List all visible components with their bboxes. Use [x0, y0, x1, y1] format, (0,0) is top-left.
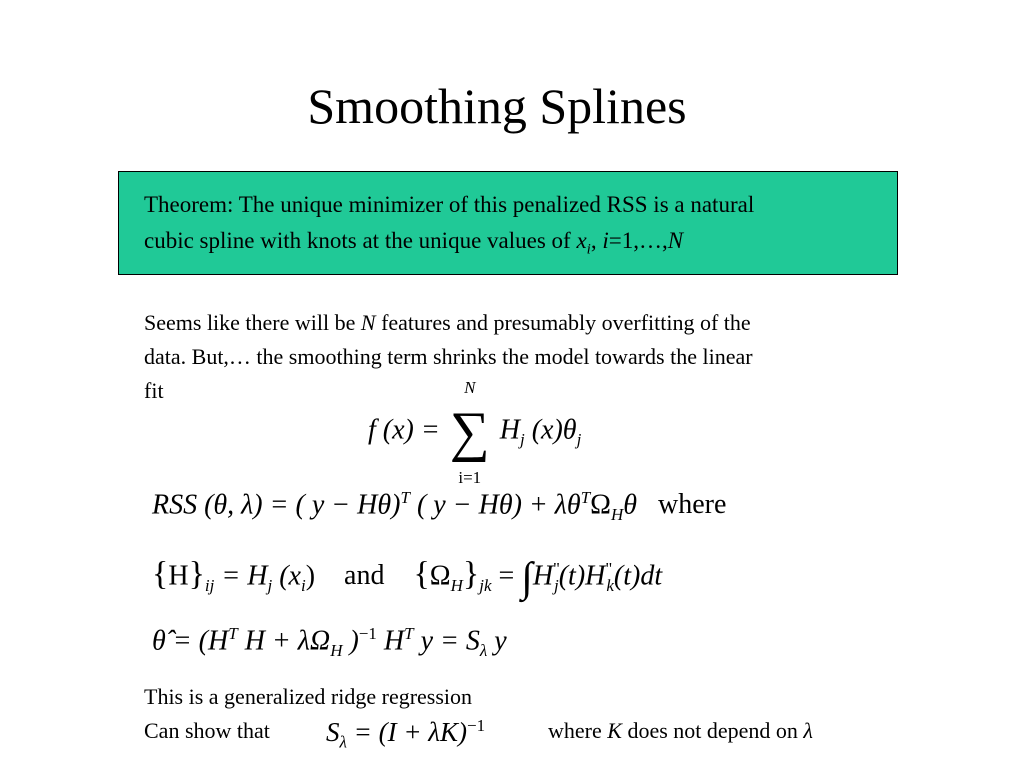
eq4-sub-H: H [330, 640, 343, 660]
eq4-sub-lambda: λ [479, 640, 488, 660]
paragraph-line-2: data. But,… the smoothing term shrinks the model towards the linear [144, 344, 753, 369]
equation-solution [152, 624, 507, 661]
theorem-N: N [667, 228, 684, 253]
footer-line-2: Can show that [144, 718, 270, 743]
equation-definitions [152, 554, 662, 602]
eq3-left-tail: (x [272, 560, 301, 592]
eq2-theta: θ [623, 489, 638, 521]
theorem-xi: x [576, 228, 587, 253]
paragraph-N: N [360, 310, 376, 335]
eq1-rhs-sub2: j [576, 430, 582, 450]
theorem-xi-sub: i [586, 241, 591, 258]
eq2-sub-H: H [610, 504, 624, 524]
eq3-h2-arg: (t)dt [613, 560, 663, 592]
eq3-eq: = [491, 560, 522, 592]
eq3-h2-sub: k [606, 576, 614, 596]
where-a: where [548, 718, 608, 743]
eq2-a: RSS (θ, λ) = ( y − Hθ) [152, 489, 401, 521]
eq3-h2: H [585, 560, 606, 592]
eq4-sup-inv: −1 [358, 624, 377, 643]
integral-symbol: ∫ [521, 555, 533, 601]
where-lambda: λ [803, 718, 813, 743]
eq4-b: H + λΩ [237, 625, 331, 657]
eq2-sup-T1: T [400, 488, 410, 507]
smoother-S: S [326, 717, 340, 747]
eq1-rhs: H [499, 414, 520, 446]
eq1-rhs-sub: j [519, 430, 525, 450]
paragraph-line-1 [144, 306, 753, 340]
slide-title: Smoothing Splines [307, 78, 687, 134]
omega-left-brace: { [413, 555, 430, 593]
eq4-sup-T2: T [404, 624, 414, 643]
footer-line-1: This is a generalized ridge regression [144, 684, 473, 709]
smoother-mid: = (I + λK) [346, 717, 467, 747]
eq3-left-tail-sub: i [300, 576, 306, 596]
theorem-comma: , [590, 228, 603, 253]
eq2-where: where [658, 489, 727, 521]
eq4-a: = (H [165, 625, 229, 657]
footer-where [548, 714, 813, 748]
eq3-h1-arg: (t) [558, 560, 586, 592]
eq3-omega-sub: H [450, 576, 463, 596]
paragraph-text-a: Seems like there will be [144, 310, 361, 335]
sum-upper-limit: N [464, 378, 476, 397]
theorem-line-2-prefix: cubic spline with knots at the unique values of [144, 228, 577, 253]
eq2-b: ( y − Hθ) + λθ [409, 489, 581, 521]
eq3-h1: H [532, 560, 554, 592]
eq1-lhs: f (x) = [368, 414, 447, 446]
theta-hat: θ̂ [152, 625, 166, 657]
eq4-e: y = S [413, 625, 480, 657]
sum-lower-limit: i=1 [458, 468, 482, 487]
sum-symbol [447, 378, 493, 487]
eq3-left-rhs-sub: j [267, 576, 273, 596]
theorem-text [144, 187, 754, 268]
paragraph-text-b: features and presumably overfitting of the [375, 310, 751, 335]
right-brace: } [188, 555, 205, 593]
sigma-glyph: ∑ [449, 401, 490, 463]
theorem-line-2 [144, 223, 754, 268]
eq3-H: H [168, 560, 189, 592]
equation-basis-expansion [368, 378, 582, 487]
equation-smoother [326, 716, 485, 752]
smoother-sup: −1 [467, 716, 486, 735]
eq3-ij: ij [204, 576, 215, 596]
smoother-sub: λ [339, 732, 347, 752]
theorem-range: =1,…, [608, 228, 668, 253]
eq3-jk: jk [479, 576, 492, 596]
eq4-d: H [376, 625, 405, 657]
paragraph-line-3: fit [144, 378, 164, 403]
eq3-h2-sup: " [605, 559, 613, 579]
where-K: K [607, 718, 622, 743]
eq1-rhs-mid: (x)θ [524, 414, 577, 446]
eq2-sup-T2: T [580, 488, 591, 507]
where-b: does not depend on [621, 718, 804, 743]
eq2-omega: Ω [590, 489, 611, 521]
eq3-and: and [344, 560, 385, 592]
eq3-h1-sub: j [554, 576, 559, 596]
theorem-line-1: Theorem: The unique minimizer of this penalized RSS is a natural [144, 192, 755, 217]
eq3-close: ) [305, 560, 316, 592]
left-brace: { [152, 555, 169, 593]
eq4-f: y [487, 625, 507, 657]
eq3-h1-sup: " [553, 559, 560, 579]
eq3-left-rhs: = H [214, 560, 268, 592]
eq4-c: ) [342, 625, 359, 657]
omega-right-brace: } [462, 555, 480, 593]
eq3-omega: Ω [429, 560, 451, 592]
theorem-i: i [602, 228, 609, 253]
eq4-sup-T1: T [228, 624, 238, 643]
equation-penalized-rss [152, 488, 726, 525]
